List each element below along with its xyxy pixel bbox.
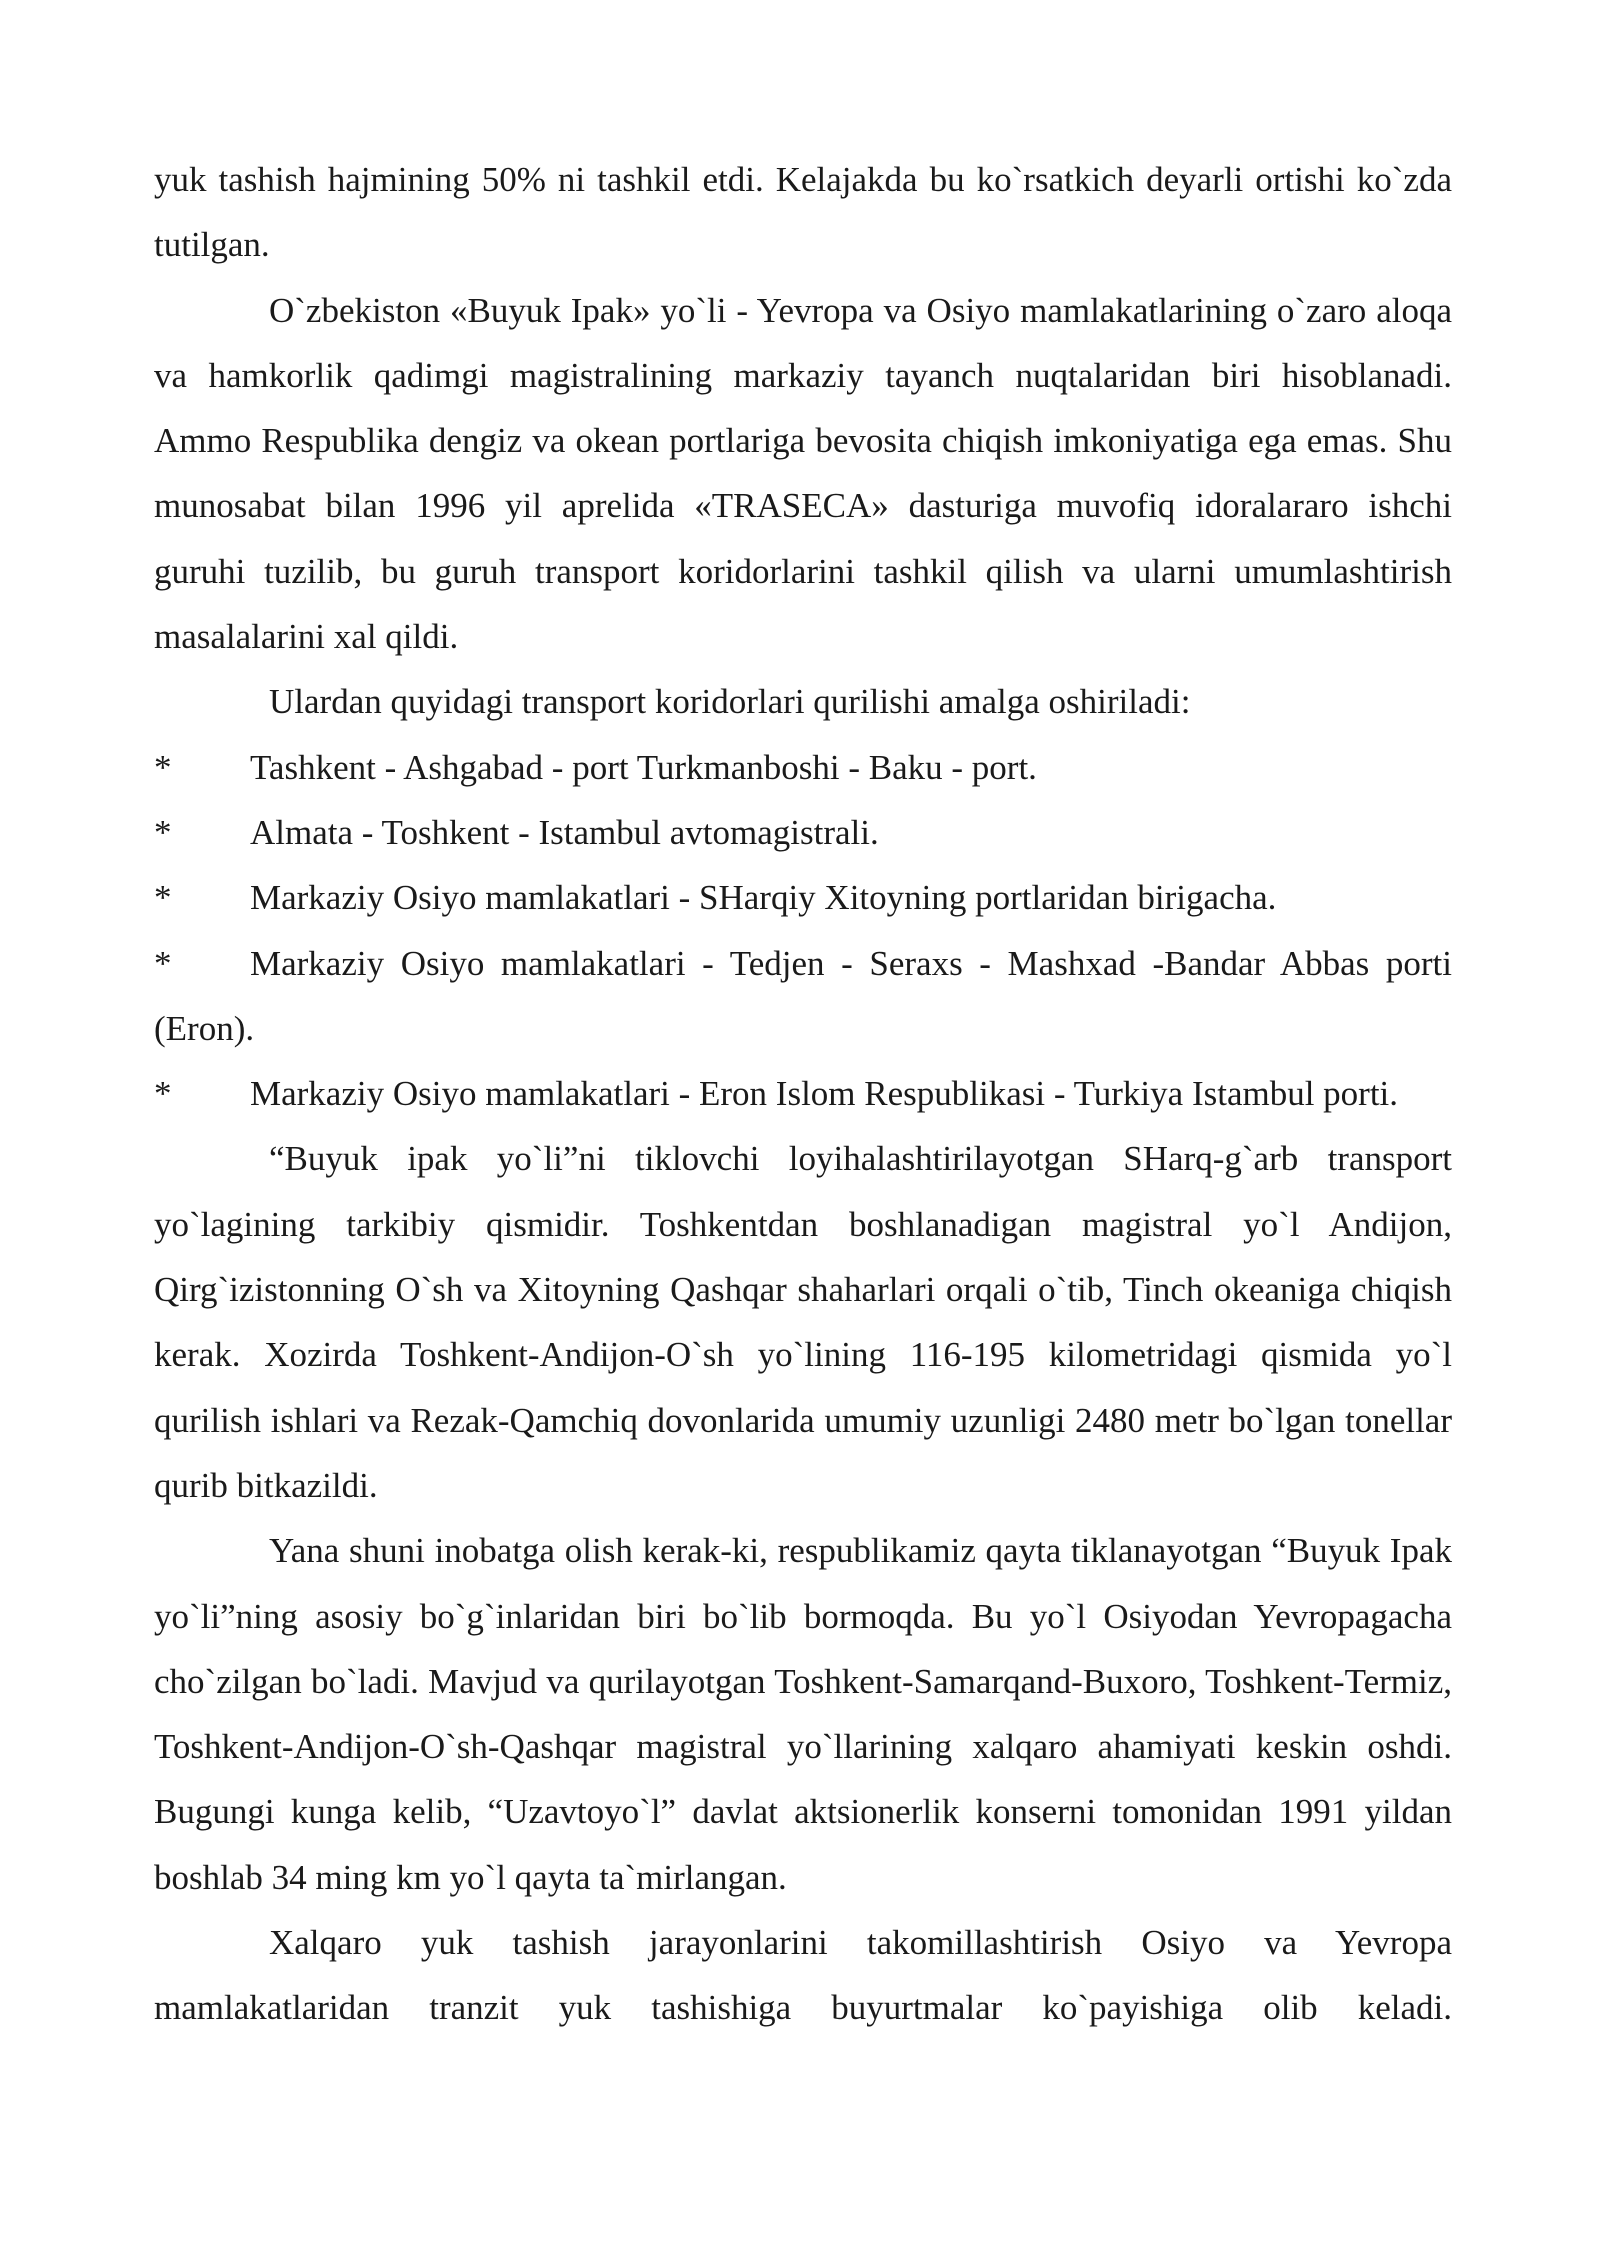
list-item-text: Almata - Toshkent - Istambul avtomagistrali. [250, 812, 879, 852]
list-item [154, 735, 1452, 800]
paragraph-transit-freight: Xalqaro yuk tashish jarayonlarini takomillashtirish Osiyo va Yevropa mamlakatlaridan tranzit yuk tashishiga buyurtmalar ko`payishiga olib keladi. [154, 1923, 1452, 2028]
paragraph-continuation: yuk tashish hajmining 50% ni tashkil etdi. Kelajakda bu ko`rsatkich deyarli ortishi ko`zda tutilgan. [154, 160, 1452, 265]
bullet-mark: * [154, 943, 172, 983]
list-item-text: Tashkent - Ashgabad - port Turkmanboshi - Baku - port. [250, 747, 1037, 787]
bullet-mark: * [154, 1074, 172, 1114]
bullet-mark: * [154, 747, 172, 787]
list-item [154, 800, 1452, 865]
paragraph-road-network: Yana shuni inobatga olish kerak-ki, respublikamiz qayta tiklanayotgan “Buyuk Ipak yo`li”ning asosiy bo`g`inlaridan biri bo`lib bormoqda. Bu yo`l Osiyodan Yevropagacha cho`zilgan bo`ladi. Mavjud va qurilayotgan Toshkent-Samarqand-Buxoro, Toshkent-Termiz, Toshkent-Andijon-O`sh-Qashqar magistral yo`llarining xalqaro ahamiyati keskin oshdi. Bugungi kunga kelib, “Uzavtoyo`l” davlat aktsionerlik konserni tomonidan 1991 yildan boshlab 34 ming km yo`l qayta ta`mirlangan. [154, 1531, 1452, 1897]
paragraph-corridors-lead: Ulardan quyidagi transport koridorlari qurilishi amalga oshiriladi: [269, 682, 1191, 722]
paragraph-east-west-corridor: “Buyuk ipak yo`li”ni tiklovchi loyihalashtirilayotgan SHarq-g`arb transport yo`lagining tarkibiy qismidir. Toshkentdan boshlanadigan magistral yo`l Andijon, Qirg`izistonning O`sh va Xitoyning Qashqar shaharlari orqali o`tib, Tinch okeaniga chiqish kerak. Xozirda Toshkent-Andijon-O`sh yo`lining 116-195 kilometridagi qismida yo`l qurilish ishlari va Rezak-Qamchiq dovonlarida umumiy uzunligi 2480 metr bo`lgan tonellar qurib bitkazildi. [154, 1139, 1452, 1505]
list-item-text: Markaziy Osiyo mamlakatlari - SHarqiy Xitoyning portlaridan birigacha. [250, 878, 1277, 918]
list-item-text: Markaziy Osiyo mamlakatlari - Eron Islom Respublikasi - Turkiya Istambul porti. [250, 1074, 1399, 1114]
paragraph-silk-road-intro: O`zbekiston «Buyuk Ipak» yo`li - Yevropa va Osiyo mamlakatlarining o`zaro aloqa va hamkorlik qadimgi magistralining markaziy tayanch nuqtalaridan biri hisoblanadi. Ammo Respublika dengiz va okean portlariga bevosita chiqish imkoniyatiga ega emas. Shu munosabat bilan 1996 yil aprelida «TRASECA» dasturiga muvofiq idoralararo ishchi guruhi tuzilib, bu guruh transport koridorlarini tashkil qilish va ularni umumlashtirish masalalarini xal qildi. [154, 290, 1452, 657]
list-item [154, 1061, 1452, 1126]
list-item [154, 931, 1452, 1062]
bullet-mark: * [154, 878, 172, 918]
list-item-text: Markaziy Osiyo mamlakatlari - Tedjen - Seraxs - Mashxad -Bandar Abbas porti (Eron). [154, 943, 1452, 1048]
bullet-mark: * [154, 812, 172, 852]
list-item [154, 865, 1452, 930]
